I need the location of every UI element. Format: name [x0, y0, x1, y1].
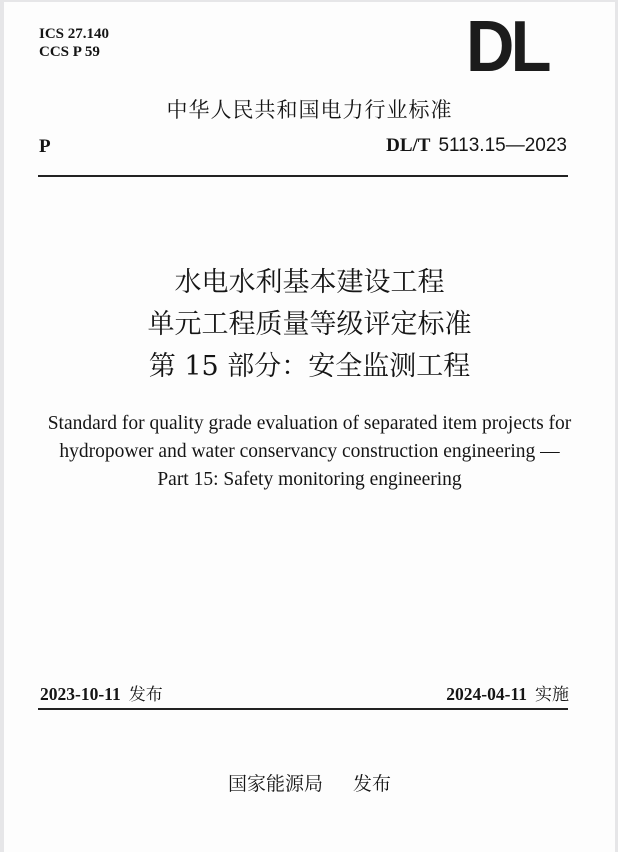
top-divider [38, 175, 568, 177]
title-en-line-2: hydropower and water conservancy construction engineering — [59, 441, 560, 462]
title-cn-line-3: 第 15 部分：安全监测工程 [148, 351, 471, 382]
issue-date-label: 发布 [128, 685, 163, 705]
title-cn-line-2: 单元工程质量等级评定标准 [147, 309, 472, 340]
issuer-name: 国家能源局 [227, 773, 323, 795]
title-en-line-3: Part 15: Safety monitoring engineering [157, 469, 462, 490]
standard-prefix: DL/T [386, 135, 431, 156]
issue-date [40, 680, 163, 705]
document-page [4, 2, 615, 852]
dl-logo: DL [466, 7, 548, 87]
standard-number [386, 135, 567, 157]
category-code: P [39, 136, 51, 157]
industry-standard-title: 中华人民共和国电力行业标准 [166, 98, 453, 122]
bottom-divider [38, 708, 568, 710]
ccs-code: CCS P 59 [39, 44, 100, 60]
title-cn-line-1: 水电水利基本建设工程 [174, 267, 445, 298]
issue-date-value: 2023-10-11 [40, 684, 121, 704]
ics-code: ICS 27.140 [39, 26, 110, 42]
issuer [4, 769, 615, 796]
implement-date [446, 680, 569, 705]
classification-codes [39, 25, 109, 61]
issuer-action: 发布 [353, 773, 392, 795]
implement-date-label: 实施 [535, 685, 569, 705]
implement-date-value: 2024-04-11 [446, 684, 527, 704]
standard-number-value: 5113.15—2023 [438, 135, 567, 156]
title-en-line-1: Standard for quality grade evaluation of separated item projects for [47, 413, 572, 434]
